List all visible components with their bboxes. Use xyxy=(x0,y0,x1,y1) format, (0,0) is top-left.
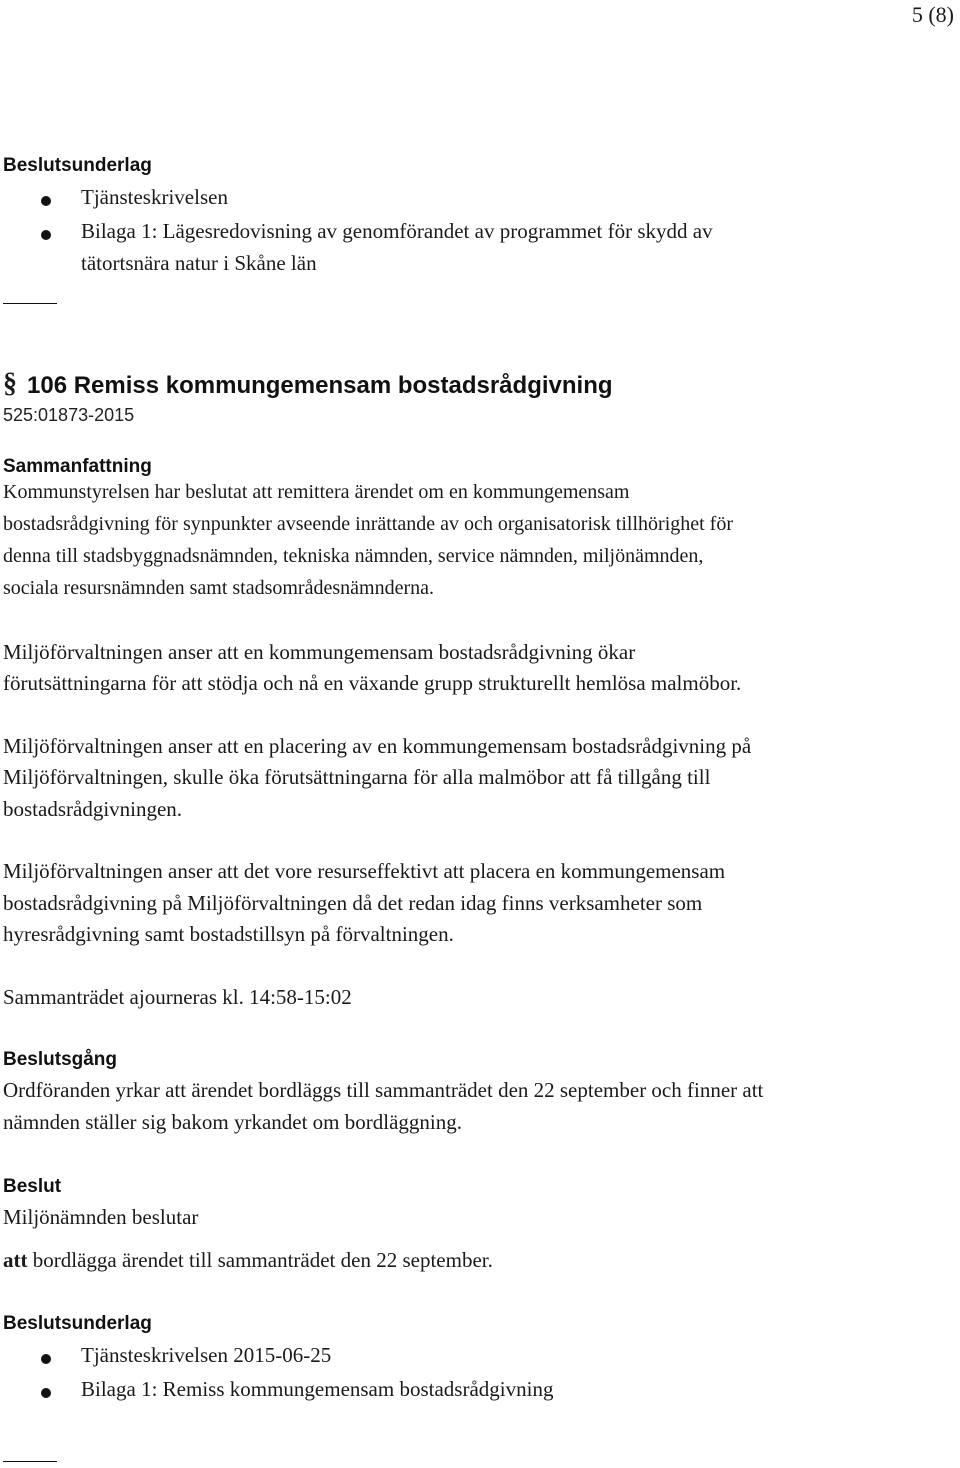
beslut-statement xyxy=(3,1248,493,1273)
separator-rule xyxy=(3,1461,57,1462)
text-line: hyresrådgivning samt bostadstillsyn på förvaltningen. xyxy=(3,922,454,946)
list-item: Bilaga 1: Lägesredovisning av genomförandet av programmet för skydd av xyxy=(81,219,713,243)
bullet-icon xyxy=(41,196,51,206)
beslut-text: bordlägga ärendet till sammanträdet den 22 september. xyxy=(27,1248,493,1272)
text-line: bostadsrådgivning för synpunkter avseende inrättande av och organisatorisk tillhörighet för xyxy=(3,513,733,535)
diarienummer: 525:01873-2015 xyxy=(3,405,135,425)
ajournering-text: Sammanträdet ajourneras kl. 14:58-15:02 xyxy=(3,985,352,1009)
text-line: denna till stadsbyggnadsnämnden, tekniska nämnden, service nämnden, miljönämnden, xyxy=(3,545,704,567)
text-line: förutsättningarna för att stödja och nå en växande grupp strukturellt hemlösa malmöbor. xyxy=(3,671,742,695)
list-item: Tjänsteskrivelsen 2015-06-25 xyxy=(81,1343,332,1367)
beslutsgang-heading: Beslutsgång xyxy=(3,1049,118,1070)
bullet-icon xyxy=(41,230,51,240)
separator-rule xyxy=(3,303,57,304)
list-item-continuation: tätortsnära natur i Skåne län xyxy=(81,251,317,275)
text-line: Ordföranden yrkar att ärendet bordläggs till sammanträdet den 22 september och finner att xyxy=(3,1078,764,1102)
text-line: nämnden ställer sig bakom yrkandet om bordläggning. xyxy=(3,1110,462,1134)
beslut-heading: Beslut xyxy=(3,1176,62,1197)
att-keyword: att xyxy=(3,1248,28,1272)
text-line: Miljöförvaltningen anser att en placering av en kommungemensam bostadsrådgivning på xyxy=(3,734,752,758)
text-line: bostadsrådgivningen. xyxy=(3,797,183,821)
sammanfattning-heading: Sammanfattning xyxy=(3,456,152,477)
text-line: Miljöförvaltningen anser att det vore resurseffektivt att placera en kommungemensam xyxy=(3,859,726,883)
text-line: sociala resursnämnden samt stadsområdesnämnderna. xyxy=(3,577,434,599)
text-line: bostadsrådgivning på Miljöförvaltningen då det redan idag finns verksamheter som xyxy=(3,891,703,915)
bullet-icon xyxy=(41,1354,51,1364)
list-item: Tjänsteskrivelsen xyxy=(81,185,228,209)
list-item: Bilaga 1: Remiss kommungemensam bostadsrådgivning xyxy=(81,1377,554,1401)
section-symbol: § xyxy=(3,368,17,399)
beslutsunderlag-heading-2: Beslutsunderlag xyxy=(3,1313,152,1334)
text-line: Kommunstyrelsen har beslutat att remittera ärendet om en kommungemensam xyxy=(3,481,630,503)
bullet-icon xyxy=(41,1388,51,1398)
beslutsunderlag-heading: Beslutsunderlag xyxy=(3,155,152,176)
text-line: Miljöförvaltningen anser att en kommungemensam bostadsrådgivning ökar xyxy=(3,640,636,664)
page-number: 5 (8) xyxy=(911,2,954,27)
beslut-intro: Miljönämnden beslutar xyxy=(3,1205,199,1229)
item-title: 106 Remiss kommungemensam bostadsrådgivning xyxy=(27,372,613,399)
text-line: Miljöförvaltningen, skulle öka förutsättningarna för alla malmöbor att få tillgång till xyxy=(3,765,711,789)
